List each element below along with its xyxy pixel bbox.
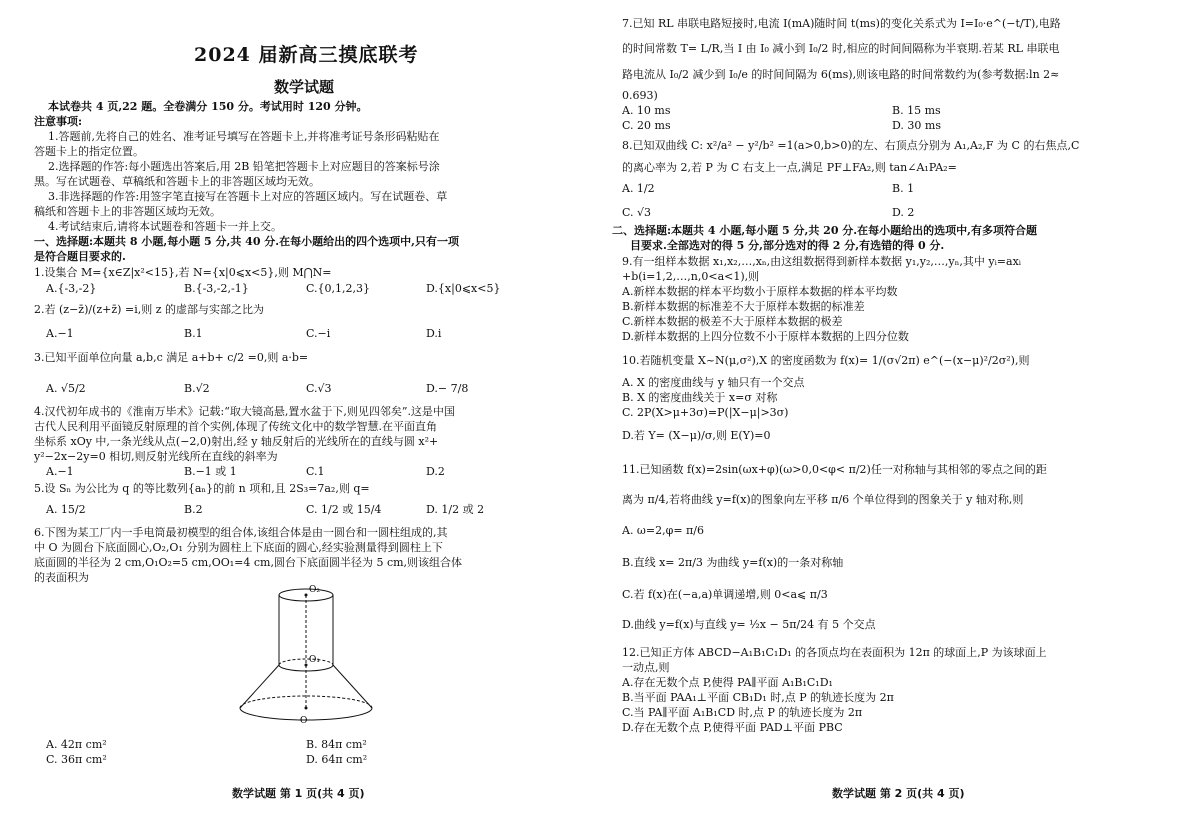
option: C. 20 ms <box>622 119 671 132</box>
label-o1: O₁ <box>309 655 320 665</box>
option: B.−1 或 1 <box>184 465 237 478</box>
option: A.−1 <box>46 465 74 478</box>
option: D.{x|0⩽x<5} <box>426 282 501 295</box>
question-9-line: +b(i=1,2,…,n,0<a<1),则 <box>622 270 760 283</box>
option: C.当 PA∥平面 A₁B₁CD 时,点 P 的轨迹长度为 2π <box>622 706 863 719</box>
question-4-line: 古代人民利用平面镜反射原理的首个实例,体现了传统文化中的数学智慧.在平面直角 <box>34 420 437 433</box>
option: B.2 <box>184 503 203 516</box>
notice-line: 答题卡上的指定位置。 <box>34 145 144 158</box>
notice-line: 1.答题前,先将自己的姓名、准考证号填写在答题卡上,并将准考证号条形码粘贴在 <box>48 130 440 143</box>
notice-line: 4.考试结束后,请将本试题卷和答题卡一并上交。 <box>48 220 282 233</box>
option: C.−i <box>306 327 331 340</box>
question-11-line: 11.已知函数 f(x)=2sin(ωx+φ)(ω>0,0<φ< π/2)任一对称轴与其相邻的零点之间的距 <box>622 463 1047 476</box>
question-12-line: 12.已知正方体 ABCD−A₁B₁C₁D₁ 的各顶点均在表面积为 12π 的球面上,P 为该球面上 <box>622 646 1047 659</box>
option: B.新样本数据的标准差不大于原样本数据的标准差 <box>622 300 865 313</box>
option: C. 1/2 或 15/4 <box>306 503 382 516</box>
question-6-line: 的表面积为 <box>34 571 89 584</box>
option: D.曲线 y=f(x)与直线 y= ½x − 5π/24 有 5 个交点 <box>622 618 876 631</box>
question-10-line: 10.若随机变量 X~N(μ,σ²),X 的密度函数为 f(x)= 1/(σ√2π) e^(−(x−μ)²/2σ²),则 <box>622 354 1030 367</box>
option: A.{-3,-2} <box>46 282 97 295</box>
option: A. 42π cm² <box>46 738 107 751</box>
option: C.√3 <box>306 382 332 395</box>
question-12-line: 一动点,则 <box>622 661 670 674</box>
question-4-line: 坐标系 xOy 中,一条光线从点(−2,0)射出,经 y 轴反射后的光线所在的直线与圆 x²+ <box>34 435 439 448</box>
option: B.√2 <box>184 382 210 395</box>
option: B. X 的密度曲线关于 x=σ 对称 <box>622 391 778 404</box>
question-2-stem: 2.若 (z−z̄)/(z+z̄) =i,则 z 的虚部与实部之比为 <box>34 303 264 316</box>
option: A. 1/2 <box>622 182 655 195</box>
option: D. 1/2 或 2 <box>426 503 485 516</box>
option: A.存在无数个点 P,使得 PA∥平面 A₁B₁C₁D₁ <box>622 676 833 689</box>
option: D. 64π cm² <box>306 753 368 766</box>
option: C. √3 <box>622 206 652 219</box>
question-7-line: 的时间常数 T= L/R,当 I 由 I₀ 减小到 I₀/2 时,相应的时间间隔称为半衰期.若某 RL 串联电 <box>622 42 1060 55</box>
question-8-line: 8.已知双曲线 C: x²/a² − y²/b² =1(a>0,b>0)的左、右顶点分别为 A₁,A₂,F 为 C 的右焦点,C <box>622 139 1080 152</box>
option: D. 30 ms <box>892 119 941 132</box>
notice-line: 稿纸和答题卡上的非答题区域均无效。 <box>34 205 221 218</box>
option: A. X 的密度曲线与 y 轴只有一个交点 <box>622 376 805 389</box>
option: A.−1 <box>46 327 74 340</box>
notice-heading: 注意事项: <box>34 115 83 128</box>
option: D. 2 <box>892 206 915 219</box>
question-6-line: 中 O 为圆台下底面圆心,O₂,O₁ 分别为圆柱上下底面的圆心,经实验测量得到圆柱上下 <box>34 541 443 554</box>
option: D.若 Y= (X−μ)/σ,则 E(Y)=0 <box>622 429 771 442</box>
option: D.2 <box>426 465 445 478</box>
option: B. 1 <box>892 182 915 195</box>
notice-line: 3.非选择题的作答:用签字笔直接写在答题卡上对应的答题区域内。写在试题卷、草 <box>48 190 448 203</box>
question-4-line: 4.汉代初年成书的《淮南万毕术》记载:“取大镜高悬,置水盆于下,则见四邻矣”.这是中国 <box>34 405 455 418</box>
option: B.{-3,-2,-1} <box>184 282 249 295</box>
option: A.新样本数据的样本平均数小于原样本数据的样本平均数 <box>622 285 898 298</box>
option: A. ω=2,φ= π/6 <box>622 524 704 537</box>
option: B.1 <box>184 327 203 340</box>
option: A. 10 ms <box>622 104 671 117</box>
option: C.{0,1,2,3} <box>306 282 371 295</box>
cylinder-frustum-figure <box>210 580 410 730</box>
option: B.直线 x= 2π/3 为曲线 y=f(x)的一条对称轴 <box>622 556 844 569</box>
question-3-stem: 3.已知平面单位向量 a,b,c 满足 a+b+ c/2 =0,则 a·b= <box>34 351 309 364</box>
option: A. 15/2 <box>46 503 86 516</box>
option: C. 2P(X>μ+3σ)=P(|X−μ|>3σ) <box>622 406 789 419</box>
option: C.1 <box>306 465 325 478</box>
notice-line: 黑。写在试题卷、草稿纸和答题卡上的非答题区域均无效。 <box>34 175 320 188</box>
option: D.存在无数个点 P,使得平面 PAD⊥平面 PBC <box>622 721 843 734</box>
question-8-line: 的离心率为 2,若 P 为 C 右支上一点,满足 PF⊥FA₂,则 tan∠A₁PA₂= <box>622 161 957 174</box>
question-11-line: 离为 π/4,若将曲线 y=f(x)的图象向左平移 π/6 个单位得到的图象关于 y 轴对称,则 <box>622 493 1024 506</box>
question-7-line: 0.693) <box>622 89 658 102</box>
section-2-heading: 二、选择题:本题共 4 小题,每小题 5 分,共 20 分.在每小题给出的选项中,有多项符合题 <box>612 224 1037 237</box>
option: D.− 7/8 <box>426 382 469 395</box>
question-7-line: 路电流从 I₀/2 减少到 I₀/e 的时间间隔为 6(ms),则该电路的时间常数约为(参考数据:ln 2≈ <box>622 68 1060 81</box>
section-1-heading: 是符合题目要求的. <box>34 250 126 263</box>
option: C.若 f(x)在(−a,a)单调递增,则 0<a⩽ π/3 <box>622 588 828 601</box>
exam-subtitle: 数学试题 <box>274 78 335 96</box>
label-o2: O₂ <box>309 585 320 595</box>
page-footer-right: 数学试题 第 2 页(共 4 页) <box>832 787 965 800</box>
option: C.新样本数据的极差不大于原样本数据的极差 <box>622 315 843 328</box>
question-4-line: y²−2x−2y=0 相切,则反射光线所在直线的斜率为 <box>34 450 278 463</box>
option: D.i <box>426 327 442 340</box>
section-2-heading: 目要求.全部选对的得 5 分,部分选对的得 2 分,有选错的得 0 分. <box>630 239 945 252</box>
option: D.新样本数据的上四分位数不小于原样本数据的上四分位数 <box>622 330 909 343</box>
question-9-line: 9.有一组样本数据 x₁,x₂,…,xₙ,由这组数据得到新样本数据 y₁,y₂,…,yₙ,其中 yᵢ=axᵢ <box>622 255 1021 268</box>
option: B. 15 ms <box>892 104 941 117</box>
question-1-stem: 1.设集合 M={x∈Z|x²<15},若 N={x|0⩽x<5},则 M⋂N= <box>34 266 332 279</box>
exam-intro: 本试卷共 4 页,22 题。全卷满分 150 分。考试用时 120 分钟。 <box>48 100 368 113</box>
question-7-line: 7.已知 RL 串联电路短接时,电流 I(mA)随时间 t(ms)的变化关系式为 I=I₀·e^(−t/T),电路 <box>622 17 1061 30</box>
section-1-heading: 一、选择题:本题共 8 小题,每小题 5 分,共 40 分.在每小题给出的四个选项中,只有一项 <box>34 235 459 248</box>
question-5-stem: 5.设 Sₙ 为公比为 q 的等比数列{aₙ}的前 n 项和,且 2S₃=7a₂,则 q= <box>34 482 370 495</box>
option: A. √5/2 <box>46 382 86 395</box>
option: B.当平面 PAA₁⊥平面 CB₁D₁ 时,点 P 的轨迹长度为 2π <box>622 691 894 704</box>
exam-title: 2024 届新高三摸底联考 <box>194 44 419 66</box>
notice-line: 2.选择题的作答:每小题选出答案后,用 2B 铅笔把答题卡上对应题目的答案标号涂 <box>48 160 440 173</box>
label-o: O <box>300 716 308 726</box>
option: B. 84π cm² <box>306 738 367 751</box>
option: C. 36π cm² <box>46 753 107 766</box>
question-6-line: 底面圆的半径为 2 cm,O₁O₂=5 cm,OO₁=4 cm,圆台下底面圆半径为 5 cm,则该组合体 <box>34 556 463 569</box>
question-6-line: 6.下图为某工厂内一手电筒最初模型的组合体,该组合体是由一圆台和一圆柱组成的,其 <box>34 526 448 539</box>
page-footer-left: 数学试题 第 1 页(共 4 页) <box>232 787 365 800</box>
